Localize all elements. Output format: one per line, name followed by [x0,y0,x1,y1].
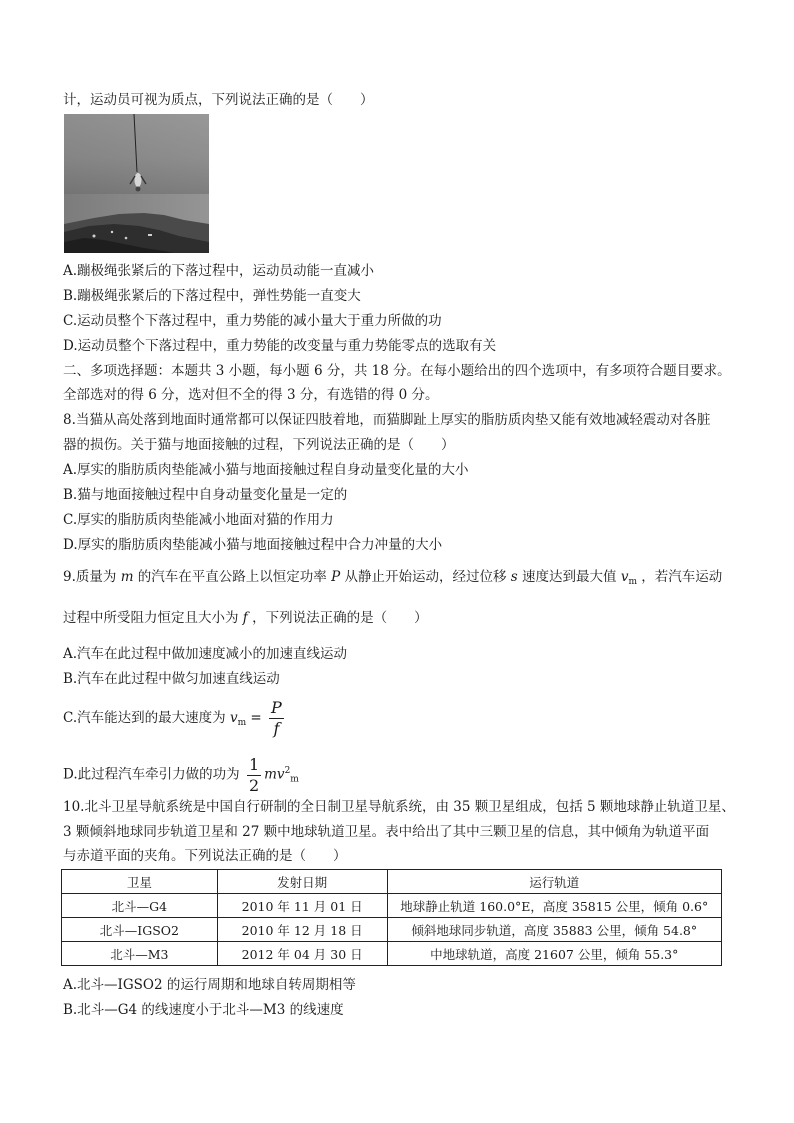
table-cell-satellite: 北斗—G4 [62,894,218,918]
q9-option-d-denominator: 2 [248,775,260,795]
q9-option-b: B.汽车在此过程中做匀加速直线运动 [63,671,280,687]
q9-option-d [63,750,299,801]
q7-stem-tail: 计，运动员可视为质点，下列说法正确的是（ ） [63,92,374,108]
q9-option-c-text: C.汽车能达到的最大速度为 [63,710,226,726]
q10-stem-line3: 与赤道平面的夹角。下列说法正确的是（ ） [63,848,347,864]
table-header-orbit: 运行轨道 [387,870,721,894]
table-header-row [62,870,722,894]
q9-line2-text-a: 过程中所受阻力恒定且大小为 [63,610,239,626]
q9-option-c-numerator: P [271,698,282,717]
q9-text-1: 9.质量为 [63,569,117,585]
table-cell-orbit: 倾斜地球同步轨道，高度 35883 公里，倾角 54.8° [387,918,721,942]
q7-option-d: D.运动员整个下落过程中，重力势能的改变量与重力势能零点的选取有关 [63,338,497,354]
q8-option-c: C.厚实的脂肪质肉垫能减小地面对猫的作用力 [63,512,334,528]
table-row [62,942,722,966]
q7-option-b: B.蹦极绳张紧后的下落过程中，弹性势能一直变大 [63,288,361,304]
table-header-launch-date: 发射日期 [217,870,387,894]
q9-option-c-fraction [269,698,284,739]
q10-option-b: B.北斗—G4 的线速度小于北斗—M3 的线速度 [63,1002,344,1018]
q9-symbol-m: m [120,569,134,585]
table-cell-orbit: 地球静止轨道 160.0°E，高度 35815 公里，倾角 0.6° [387,894,721,918]
q9-symbol-v: v [620,569,629,585]
q10-stem-line2: 3 颗倾斜地球同步轨道卫星和 27 颗中地球轨道卫星。表中给出了其中三颗卫星的信息，其中倾角为轨道平面 [63,824,710,840]
q9-symbol-p: P [331,569,341,585]
q9-option-c-v: v [229,710,238,726]
table-cell-orbit: 中地球轨道，高度 21607 公里，倾角 55.3° [387,942,721,966]
table-cell-launch-date: 2010 年 11 月 01 日 [217,894,387,918]
q9-symbol-v-subscript: m [628,577,637,587]
table-cell-satellite: 北斗—IGSO2 [62,918,218,942]
q9-option-c-v-subscript: m [237,718,247,728]
q9-symbol-f: f [242,610,248,626]
q8-stem-line1: 8.当猫从高处落到地面时通常都可以保证四肢着地，而猫脚趾上厚实的脂肪质肉垫又能有效地减轻震动对各脏 [63,412,711,428]
satellite-table [61,869,722,966]
table-row [62,918,722,942]
table-cell-launch-date: 2012 年 04 月 30 日 [217,942,387,966]
q9-text-3: 从静止开始运动，经过位移 [344,569,507,585]
q7-option-a: A.蹦极绳张紧后的下落过程中，运动员动能一直减小 [63,263,375,279]
q8-option-d: D.厚实的脂肪质肉垫能减小猫与地面接触过程中合力冲量的大小 [63,537,443,553]
table-cell-launch-date: 2010 年 12 月 18 日 [217,918,387,942]
q8-option-a: A.厚实的脂肪质肉垫能减小猫与地面接触过程自身动量变化量的大小 [63,462,469,478]
q9-option-d-numerator: 1 [248,754,260,774]
section2-instruction-line2: 全部选对的得 6 分，选对但不全的得 3 分，有选错的得 0 分。 [63,387,439,403]
q9-symbol-s: s [510,569,518,585]
q9-option-d-text: D.此过程汽车牵引力做的功为 [63,766,240,783]
q9-text-2: 的汽车在平直公路上以恒定功率 [137,569,327,585]
q8-stem-line2: 器的损伤。关于猫与地面接触的过程，下列说法正确的是（ ） [63,437,455,453]
q9-stem-line2 [63,609,428,627]
q7-option-c: C.运动员整个下落过程中，重力势能的减小量大于重力所做的功 [63,313,442,329]
bungee-photo-image [64,114,209,253]
q8-option-b: B.猫与地面接触过程中自身动量变化量是一定的 [63,487,348,503]
table-cell-satellite: 北斗—M3 [62,942,218,966]
bungee-jumper-photo [64,114,209,253]
q9-option-c-equals: = [250,710,262,726]
q9-stem-line1 [63,568,722,591]
q9-option-c-denominator: f [273,719,280,738]
q9-option-c [63,697,287,744]
q9-text-5: ，若汽车运动 [641,569,723,585]
q9-option-d-superscript: 2 [284,766,291,776]
q9-option-d-mv: mv [264,766,285,783]
q9-option-d-v-subscript: m [290,774,299,785]
table-row [62,894,722,918]
q10-stem-line1: 10.北斗卫星导航系统是中国自行研制的全日制卫星导航系统，由 35 颗卫星组成，包括 5 颗地球静止轨道卫星、 [63,799,735,815]
q9-option-a: A.汽车在此过程中做加速度减小的加速直线运动 [63,646,348,662]
q10-option-a: A.北斗—IGSO2 的运行周期和地球自转周期相等 [63,977,356,993]
q9-option-d-fraction [247,755,261,796]
section2-instruction-line1: 二、多项选择题：本题共 3 小题，每小题 6 分，共 18 分。在每小题给出的四个选项中，有多项符合题目要求。 [63,363,731,379]
q9-line2-text-b: ，下列说法正确的是（ ） [252,610,428,626]
q9-text-4: 速度达到最大值 [522,569,617,585]
table-header-satellite: 卫星 [62,870,218,894]
